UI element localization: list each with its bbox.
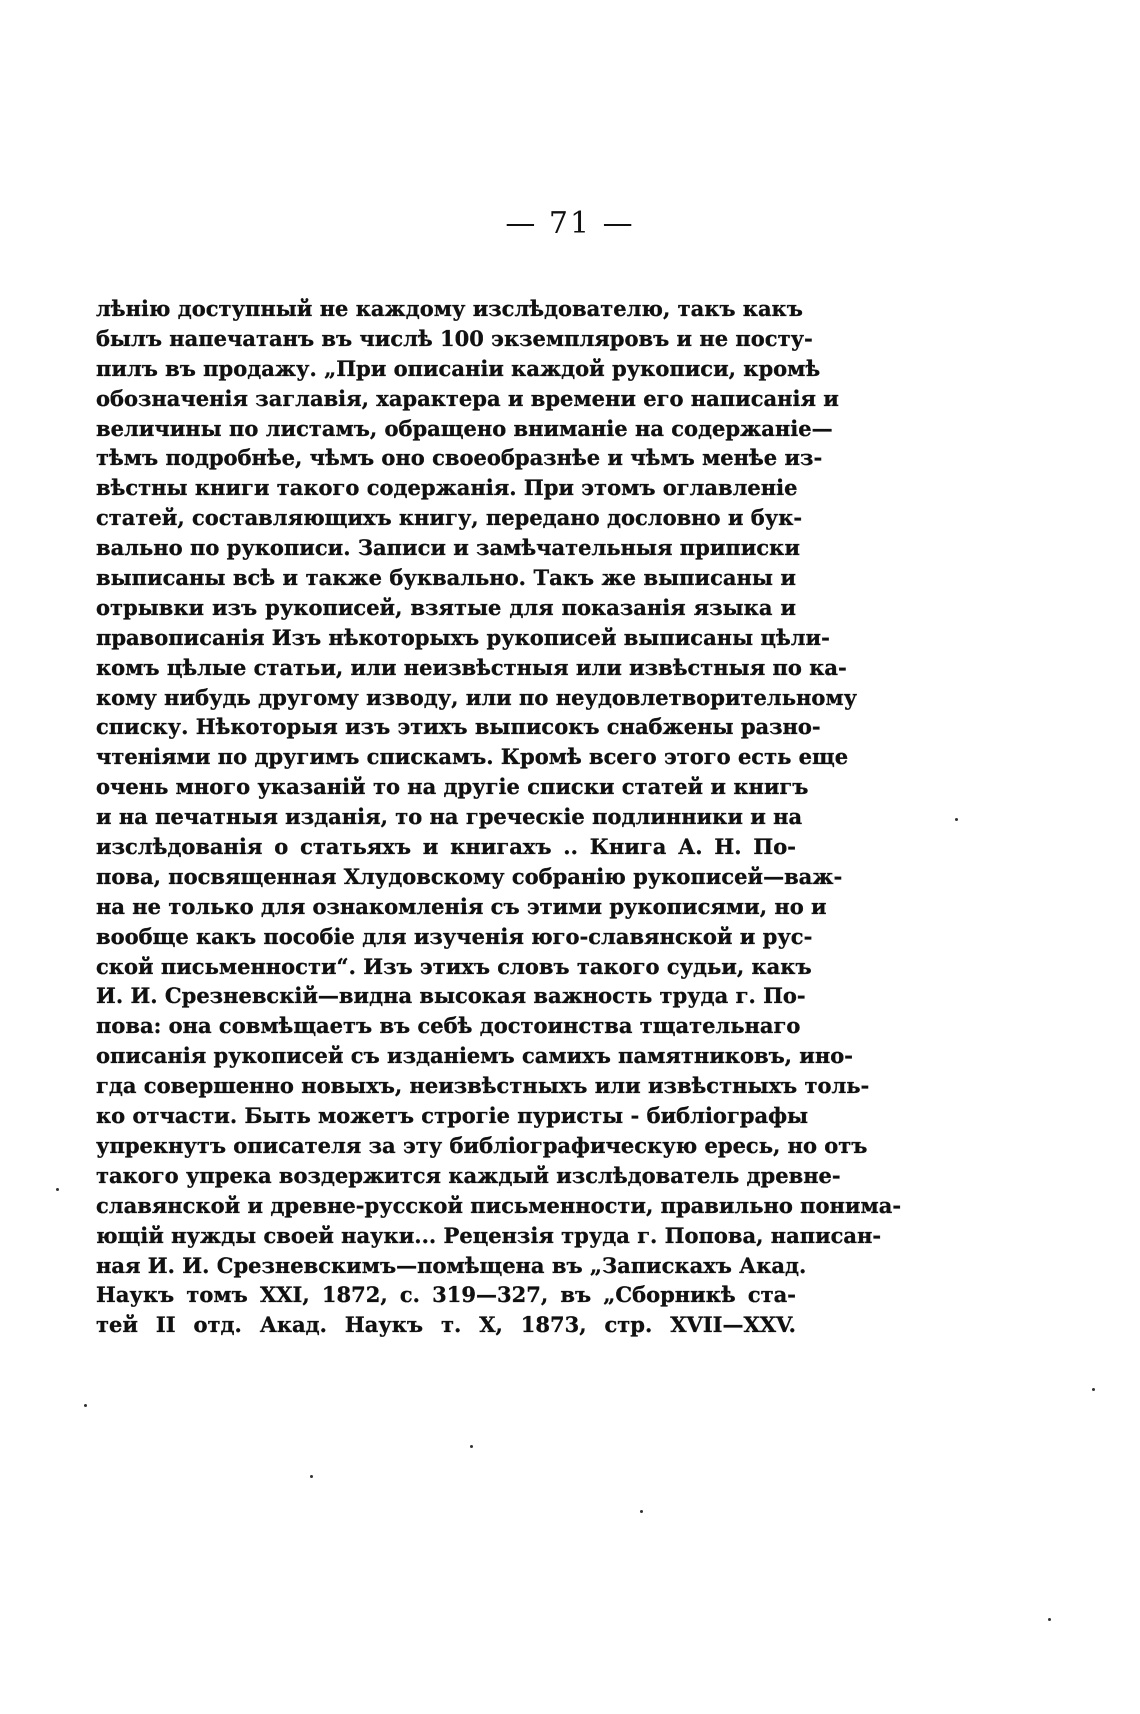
scan-speck bbox=[955, 818, 958, 821]
text-line: изслѣдованія о статьяхъ и книгахъ .. Книга А. Н. По- bbox=[96, 834, 796, 860]
scan-speck bbox=[640, 1510, 643, 1513]
text-line: пова: она совмѣщаетъ въ себѣ достоинства тщательнаго bbox=[96, 1013, 801, 1039]
text-line: вообще какъ пособіе для изученія юго-славянской и рус- bbox=[96, 923, 813, 949]
text-line: тѣмъ подробнѣе, чѣмъ оно своеобразнѣе и чѣмъ менѣе из- bbox=[96, 445, 823, 471]
text-line: на не только для ознакомленія съ этими рукописями, но и bbox=[96, 893, 827, 919]
text-line: и на печатныя изданія, то на греческіе подлинники и на bbox=[96, 804, 803, 830]
page-number: — 71 — bbox=[505, 206, 635, 241]
text-line: правописанія Изъ нѣкоторыхъ рукописей выписаны цѣли- bbox=[96, 624, 830, 650]
scan-speck bbox=[310, 1475, 313, 1478]
scan-speck bbox=[470, 1445, 473, 1448]
text-line: обозначенія заглавія, характера и времени его написанія и bbox=[96, 385, 839, 411]
text-line: такого упрека воздержится каждый изслѣдователь древне- bbox=[96, 1162, 841, 1188]
text-line: былъ напечатанъ въ числѣ 100 экземпляровъ и не посту- bbox=[96, 325, 813, 351]
text-line: лѣнію доступный не каждому изслѣдователю, такъ какъ bbox=[96, 296, 803, 321]
text-line: величины по листамъ, обращено вниманіе на содержаніе— bbox=[96, 415, 833, 441]
text-line: статей, составляющихъ книгу, передано дословно и бук- bbox=[96, 505, 803, 531]
scan-speck bbox=[56, 1188, 59, 1191]
scan-speck bbox=[1048, 1618, 1051, 1621]
text-line: пова, посвященная Хлудовскому собранію рукописей—важ- bbox=[96, 863, 843, 889]
text-line: выписаны всѣ и также буквально. Такъ же выписаны и bbox=[96, 565, 796, 591]
text-line: очень много указаній то на другіе списки статей и книгъ bbox=[96, 774, 809, 800]
text-line: славянской и древне-русской письменности, правильно понима- bbox=[96, 1192, 902, 1218]
text-line: чтеніями по другимъ спискамъ. Кромѣ всего этого есть еще bbox=[96, 744, 849, 770]
scan-speck bbox=[84, 1404, 87, 1407]
text-line: описанія рукописей съ изданіемъ самихъ памятниковъ, ино- bbox=[96, 1043, 853, 1069]
text-line: комъ цѣлые статьи, или неизвѣстныя или извѣстныя по ка- bbox=[96, 654, 847, 680]
body-text bbox=[96, 294, 902, 1340]
scan-speck bbox=[1092, 1388, 1095, 1391]
text-line: отрывки изъ рукописей, взятые для показанія языка и bbox=[96, 594, 796, 620]
text-line: гда совершенно новыхъ, неизвѣстныхъ или извѣстныхъ толь- bbox=[96, 1073, 870, 1099]
text-line: пилъ въ продажу. „При описаніи каждой рукописи, кромѣ bbox=[96, 355, 821, 381]
text-line: ской письменности“. Изъ этихъ словъ такого судьи, какъ bbox=[96, 953, 812, 979]
text-line: вально по рукописи. Записи и замѣчательныя приписки bbox=[96, 535, 800, 561]
text-line: ко отчасти. Быть можетъ строгіе пуристы - библіографы bbox=[96, 1103, 809, 1129]
text-line: упрекнутъ описателя за эту библіографическую ересь, но отъ bbox=[96, 1132, 868, 1158]
text-line: И. И. Срезневскій—видна высокая важность труда г. По- bbox=[96, 983, 806, 1009]
text-line: тей II отд. Акад. Наукъ т. X, 1873, стр. XVII—XXV. bbox=[96, 1312, 796, 1338]
text-line: ная И. И. Срезневскимъ—помѣщена въ „Запискахъ Акад. bbox=[96, 1252, 807, 1278]
text-line: списку. Нѣкоторыя изъ этихъ выписокъ снабжены разно- bbox=[96, 714, 821, 740]
text-line: ющій нужды своей науки... Рецензія труда г. Попова, написан- bbox=[96, 1222, 882, 1248]
text-line: Наукъ томъ XXI, 1872, с. 319—327, въ „Сборникѣ ста- bbox=[96, 1282, 796, 1308]
text-line: вѣстны книги такого содержанія. При этомъ оглавленіе bbox=[96, 475, 798, 501]
text-line: кому нибудь другому изводу, или по неудовлетворительному bbox=[96, 684, 858, 710]
